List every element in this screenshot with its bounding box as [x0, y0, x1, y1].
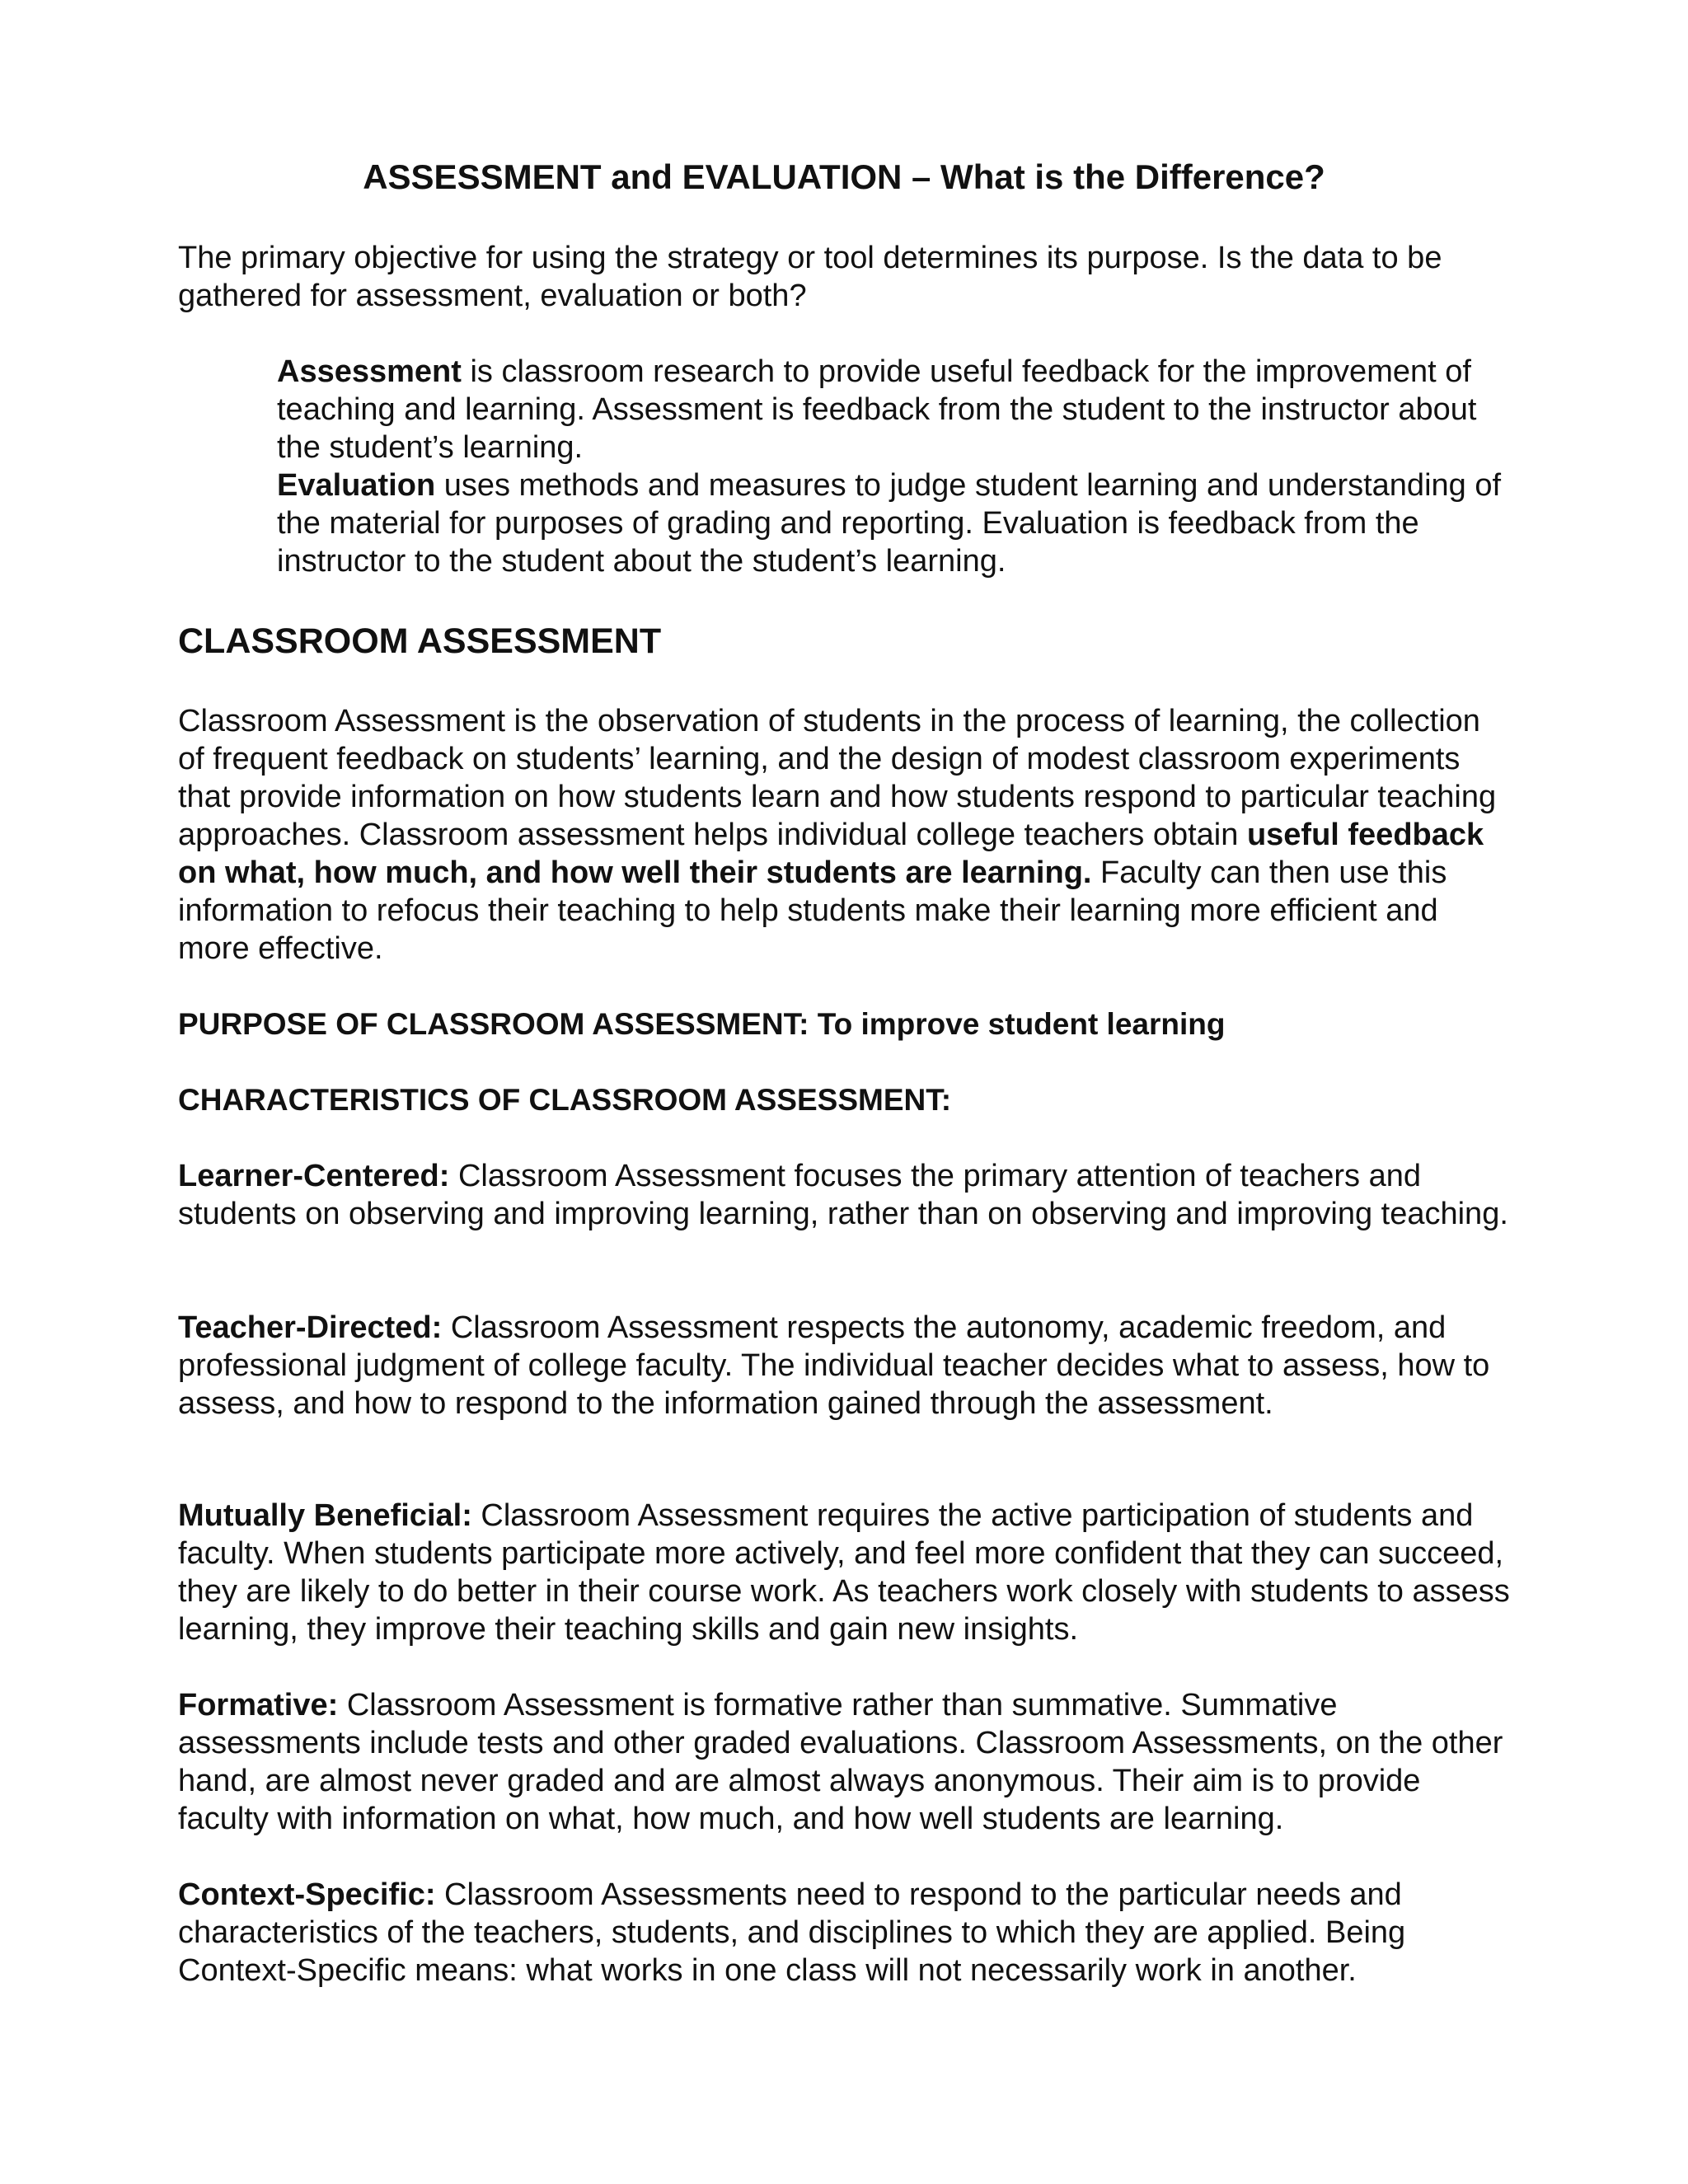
characteristic-mutually-beneficial [178, 1497, 1513, 1648]
classroom-paragraph-part2: Faculty can then use this information to refocus their teaching to help students make their learning more efficient and more effective. [178, 855, 1447, 966]
characteristic-teacher-directed [178, 1309, 1513, 1422]
characteristic-term: Context-Specific: [178, 1877, 436, 1912]
characteristic-text: Classroom Assessment requires the active participation of students and faculty. When students participate more actively, and feel more confident that they can succeed, they are likely to do better in their course work. As teachers work closely with students to assess learning, they improve their teaching skills and gain new insights. [178, 1498, 1510, 1647]
evaluation-term: Evaluation [277, 468, 436, 503]
classroom-paragraph-part1: Classroom Assessment is the observation of students in the process of learning, the collection of frequent feedback on students’ learning, and the design of modest classroom experiments that provide information on how students learn and how students respond to particular teaching approaches. Classroom assessment helps individual college teachers obtain [178, 704, 1497, 852]
classroom-paragraph-bold: useful feedback on what, how much, and how well their students are learning. [178, 818, 1484, 890]
characteristics-heading: CHARACTERISTICS OF CLASSROOM ASSESSMENT: [178, 1083, 952, 1117]
characteristic-term: Teacher-Directed: [178, 1310, 443, 1345]
characteristic-text: Classroom Assessment respects the autonomy, academic freedom, and professional judgment of college faculty. The individual teacher decides what to assess, how to assess, and how to respond to the information gained through the assessment. [178, 1310, 1490, 1421]
characteristic-context-specific [178, 1876, 1513, 1990]
characteristic-text: Classroom Assessment is formative rather than summative. Summative assessments include tests and other graded evaluations. Classroom Assessments, on the other hand, are almost never graded and are almost always anonymous. Their aim is to provide faculty with information on what, how much, and how well students are learning. [178, 1688, 1503, 1836]
classroom-assessment-heading: CLASSROOM ASSESSMENT [178, 621, 662, 661]
assessment-definition-text: is classroom research to provide useful feedback for the improvement of teaching and learning. Assessment is feedback from the student to the instructor about the student’s learning. [277, 354, 1477, 465]
intro-paragraph: The primary objective for using the strategy or tool determines its purpose. Is the data to be gathered for assessment, evaluation or both? [178, 241, 1442, 313]
characteristic-formative [178, 1686, 1513, 1838]
page-title: ASSESSMENT and EVALUATION – What is the Difference? [363, 157, 1325, 196]
characteristic-text: Classroom Assessment focuses the primary attention of teachers and students on observing and improving learning, rather than on observing and improving teaching. [178, 1159, 1508, 1231]
purpose-heading: PURPOSE OF CLASSROOM ASSESSMENT: To improve student learning [178, 1007, 1226, 1041]
evaluation-definition-text: uses methods and measures to judge student learning and understanding of the material for purposes of grading and reporting. Evaluation is feedback from the instructor to the student about the student’s learning. [277, 468, 1502, 579]
characteristic-learner-centered [178, 1157, 1513, 1233]
characteristic-term: Learner-Centered: [178, 1159, 450, 1193]
characteristic-text: Classroom Assessments need to respond to the particular needs and characteristics of the teachers, students, and disciplines to which they are applied. Being Context-Specific means: what works in one class will not necessarily work in another. [178, 1877, 1406, 1988]
assessment-term: Assessment [277, 354, 462, 389]
classroom-assessment-paragraph [178, 702, 1513, 968]
assessment-definition [277, 353, 1513, 466]
evaluation-definition [277, 466, 1513, 580]
characteristic-term: Formative: [178, 1688, 339, 1722]
characteristic-term: Mutually Beneficial: [178, 1498, 472, 1533]
